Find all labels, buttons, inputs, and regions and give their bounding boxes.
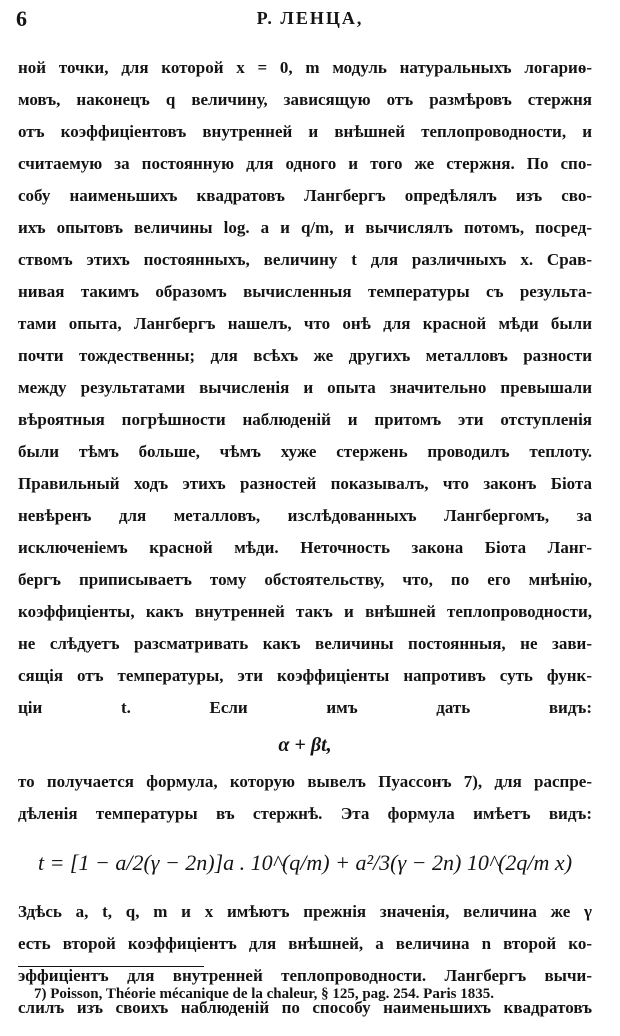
text-line: невѣренъ для металловъ, изслѣдованныхъ Лангбергомъ, за <box>18 506 592 525</box>
paragraph-2 <box>18 766 592 830</box>
page-number: 6 <box>16 6 27 31</box>
text-line: коэффиціенты, какъ внутренней такъ и внѣшней теплопроводности, <box>18 602 592 621</box>
text-line: были тѣмъ больше, чѣмъ хуже стержень проводилъ теплоту. <box>18 442 592 461</box>
text-line: слилъ изъ своихъ наблюденій по способу наименьшихъ квадратовъ <box>18 998 592 1017</box>
text-line: почти тождественны; для всѣхъ же другихъ металловъ разности <box>18 346 592 365</box>
text-line: между результатами вычисленія и опыта значительно превышали <box>18 378 592 397</box>
text-line: ихъ опытовъ величины log. a и q/m, и вычислялъ потомъ, посред- <box>18 218 592 237</box>
text-line: не слѣдуетъ разсматривать какъ величины постоянныя, не зави- <box>18 634 592 653</box>
text-line: считаемую за постоянную для одного и того же стержня. По спо- <box>18 154 592 173</box>
text-line: дѣленія температуры въ стержнѣ. Эта формула имѣетъ видъ: <box>18 804 592 823</box>
text-line: отъ коэффиціентовъ внутренней и внѣшней теплопроводности, и <box>18 122 592 141</box>
text-line: эффиціентъ для внутренней теплопроводности. Лангбергъ вычи- <box>18 966 592 985</box>
text-line: тами опыта, Лангбергъ нашелъ, что онѣ для красной мѣди были <box>18 314 592 333</box>
text-line: собу наименьшихъ квадратовъ Лангбергъ опредѣлялъ изъ сво- <box>18 186 592 205</box>
text-line: сящія отъ температуры, эти коэффиціенты напротивъ суть функ- <box>18 666 592 685</box>
page-header <box>16 6 604 32</box>
text-line: ціи t. Если имъ дать видъ: <box>18 698 592 717</box>
footnote-rule <box>18 966 204 967</box>
text-line: Здѣсь a, t, q, m и x имѣютъ прежнія значенія, величина же γ <box>18 902 592 921</box>
paragraph-3 <box>18 896 592 1024</box>
text-line: исключеніемъ красной мѣди. Неточность закона Біота Ланг- <box>18 538 592 557</box>
text-line: мовъ, наконецъ q величину, зависящую отъ размѣровъ стержня <box>18 90 592 109</box>
text-line: Правильный ходъ этихъ разностей показывалъ, что законъ Біота <box>18 474 592 493</box>
formula-alpha-beta: α + βt, <box>278 734 332 756</box>
text-line: то получается формула, которую вывелъ Пуассонъ 7), для распре- <box>18 772 592 791</box>
running-head: Р. ЛЕНЦА, <box>256 8 364 28</box>
text-line: ной точки, для которой x = 0, m модуль натуральныхъ логариѳ- <box>18 58 592 77</box>
paragraph-1 <box>18 52 592 724</box>
text-line: вѣроятныя погрѣшности наблюденій и притомъ эти отступленія <box>18 410 592 429</box>
footnote: 7) Poisson, Théorie mécanique de la chaleur, § 125, pag. 254. Paris 1835. <box>34 986 495 1002</box>
formula-poisson: t = [1 − a/2(γ − 2n)]a . 10^(q/m) + a²/3(γ − 2n) 10^(2q/m x) <box>37 850 573 875</box>
text-line: ствомъ этихъ постоянныхъ, величину t для различныхъ x. Срав- <box>18 250 592 269</box>
text-line: есть второй коэффиціентъ для внѣшней, а величина n второй ко- <box>18 934 592 953</box>
text-line: бергъ приписываетъ тому обстоятельству, что, по его мнѣнію, <box>18 570 592 589</box>
body-text <box>18 52 592 1024</box>
text-line: нивая такимъ образомъ вычисленныя температуры съ результа- <box>18 282 592 301</box>
